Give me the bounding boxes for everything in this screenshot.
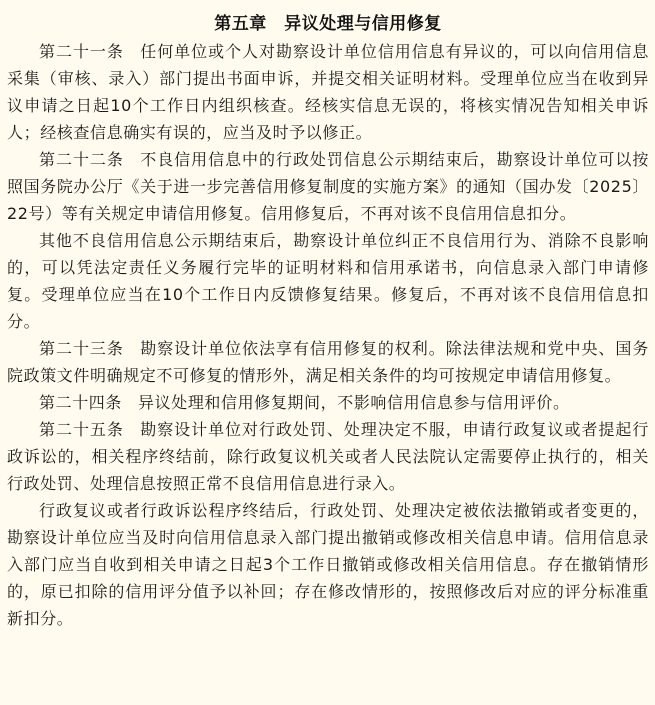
chapter-title: 第五章 异议处理与信用修复 (214, 14, 442, 34)
article-text: 异议处理和信用修复期间，不影响信用信息参与信用评价。 (138, 393, 570, 412)
article-22-paragraph-2 (7, 227, 649, 335)
article-number: 第二十二条 (39, 150, 124, 169)
article-number: 第二十三条 (39, 339, 124, 358)
paragraph-text: 其他不良信用信息公示期结束后，勘察设计单位纠正不良信用行为、消除不良影响的，可以凭法定责任义务履行完毕的证明材料和信用承诺书，向信息录入部门申请修复。受理单位应当在10个工作日内反馈修复结果。修复后，不再对该不良信用信息扣分。 (7, 231, 649, 331)
article-23 (7, 335, 649, 389)
paragraph-text: 行政复议或者行政诉讼程序终结后，行政处罚、处理决定被依法撤销或者变更的，勘察设计单位应当及时向信用信息录入部门提出撤销或修改相关信息申请。信用信息录入部门应当自收到相关申请之日起3个工作日撤销或修改相关信用信息。存在撤销情形的，原已扣除的信用评分值予以补回；存在修改情形的，按照修改后对应的评分标准重新扣分。 (7, 501, 649, 628)
article-24 (7, 389, 649, 416)
article-text: 勘察设计单位对行政处罚、处理决定不服，申请行政复议或者提起行政诉讼的，相关程序终结前，除行政复议机关或者人民法院认定需要停止执行的，相关行政处罚、处理信息按照正常不良信用信息进行录入。 (7, 420, 649, 493)
article-text: 任何单位或个人对勘察设计单位信用信息有异议的，可以向信用信息采集（审核、录入）部门提出书面申诉，并提交相关证明材料。受理单位应当在收到异议申请之日起10个工作日内组织核查。经核实信息无误的，将核实情况告知相关申诉人；经核查信息确实有误的，应当及时予以修正。 (7, 42, 649, 142)
article-number: 第二十一条 (39, 42, 124, 61)
article-number: 第二十五条 (39, 420, 124, 439)
article-text: 不良信用信息中的行政处罚信息公示期结束后，勘察设计单位可以按照国务院办公厅《关于进一步完善信用修复制度的实施方案》的通知（国办发〔2025〕22号）等有关规定申请信用修复。信用修复后，不再对该不良信用信息扣分。 (7, 150, 649, 223)
article-25 (7, 416, 649, 497)
article-22 (7, 146, 649, 227)
article-21 (7, 38, 649, 146)
article-number: 第二十四条 (39, 393, 123, 412)
article-text: 勘察设计单位依法享有信用修复的权利。除法律法规和党中央、国务院政策文件明确规定不可修复的情形外，满足相关条件的均可按规定申请信用修复。 (7, 339, 649, 385)
article-25-paragraph-2 (7, 497, 649, 632)
